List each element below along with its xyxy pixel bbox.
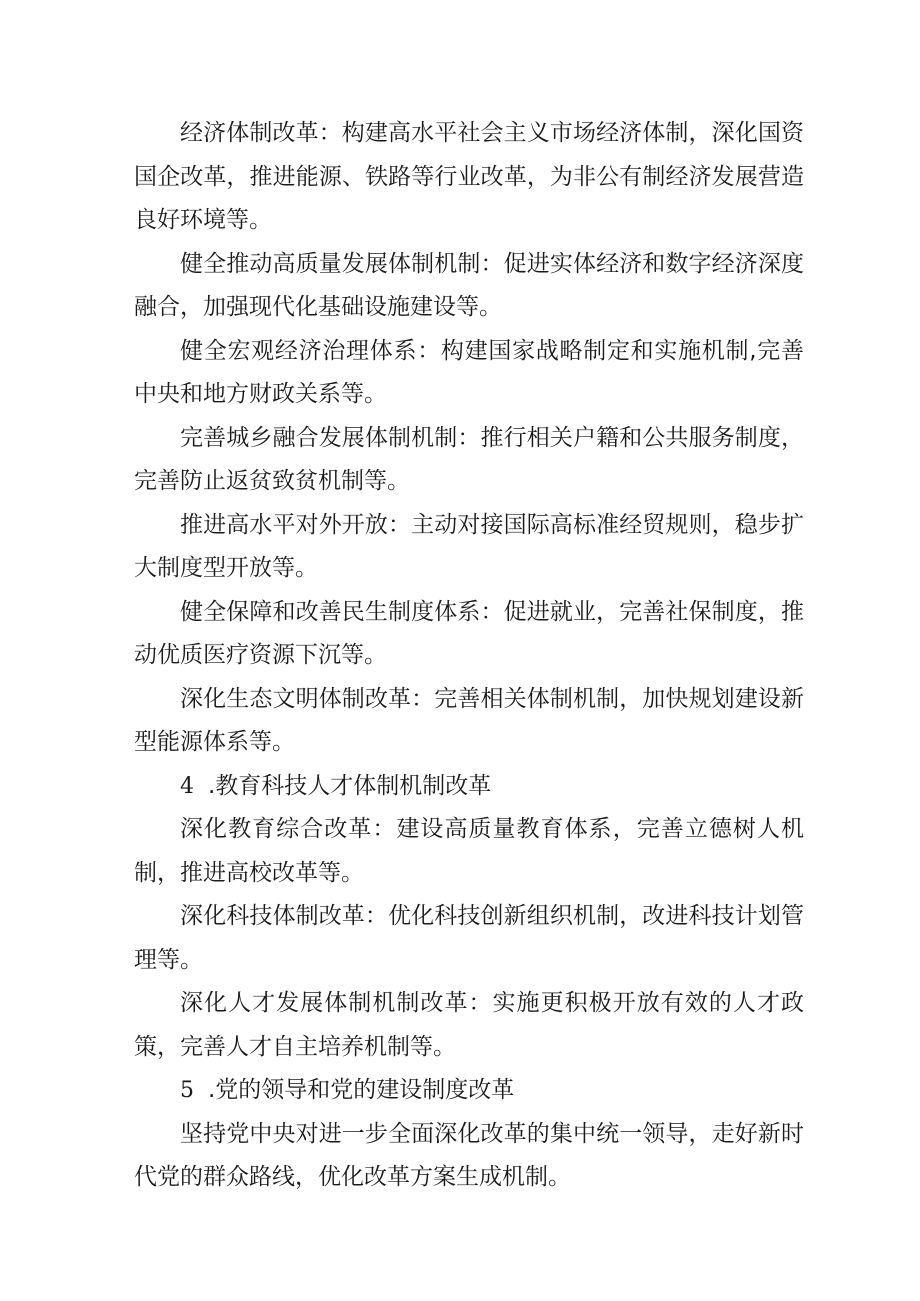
- section-heading-text: .教育科技人才体制机制改革: [208, 772, 492, 799]
- paragraph-ecological-reform: 深化生态文明体制改革：完善相关体制机制，加快规划建设新型能源体系等。: [134, 685, 804, 755]
- section-number: 4: [180, 773, 194, 799]
- paragraph-talent-reform: 深化人才发展体制机制改革：实施更积极开放有效的人才政策，完善人才自主培养机制等。: [134, 990, 804, 1060]
- paragraph-high-quality-development: 健全推动高质量发展体制机制：促进实体经济和数字经济深度融合，加强现代化基础设施建设等。: [134, 250, 804, 320]
- paragraph-livelihood-system: 健全保障和改善民生制度体系：促进就业，完善社保制度，推动优质医疗资源下沉等。: [134, 598, 804, 668]
- section-heading-text: .党的领导和党的建设制度改革: [208, 1077, 515, 1103]
- section-number: 5: [180, 1078, 194, 1103]
- paragraph-education-reform: 深化教育综合改革：建设高质量教育体系，完善立德树人机制，推进高校改革等。: [134, 816, 804, 886]
- section-heading-education-science-talent: [134, 765, 804, 809]
- paragraph-urban-rural-integration: 完善城乡融合发展体制机制：推行相关户籍和公共服务制度，完善防止返贫致贫机制等。: [134, 424, 804, 494]
- section-heading-party-leadership: [134, 1069, 804, 1113]
- paragraph-party-central-leadership: 坚持党中央对进一步全面深化改革的集中统一领导，走好新时代党的群众路线，优化改革方案生成机制。: [134, 1120, 804, 1190]
- paragraph-high-level-opening: 推进高水平对外开放：主动对接国际高标准经贸规则，稳步扩大制度型开放等。: [134, 511, 804, 581]
- paragraph-science-tech-reform: 深化科技体制改革：优化科技创新组织机制，改进科技计划管理等。: [134, 903, 804, 973]
- paragraph-economic-system-reform: 经济体制改革：构建高水平社会主义市场经济体制，深化国资国企改革，推进能源、铁路等行业改革，为非公有制经济发展营造良好环境等。: [134, 120, 804, 233]
- paragraph-macroeconomic-governance: 健全宏观经济治理体系：构建国家战略制定和实施机制,完善中央和地方财政关系等。: [134, 337, 804, 407]
- document-body: [134, 112, 804, 1200]
